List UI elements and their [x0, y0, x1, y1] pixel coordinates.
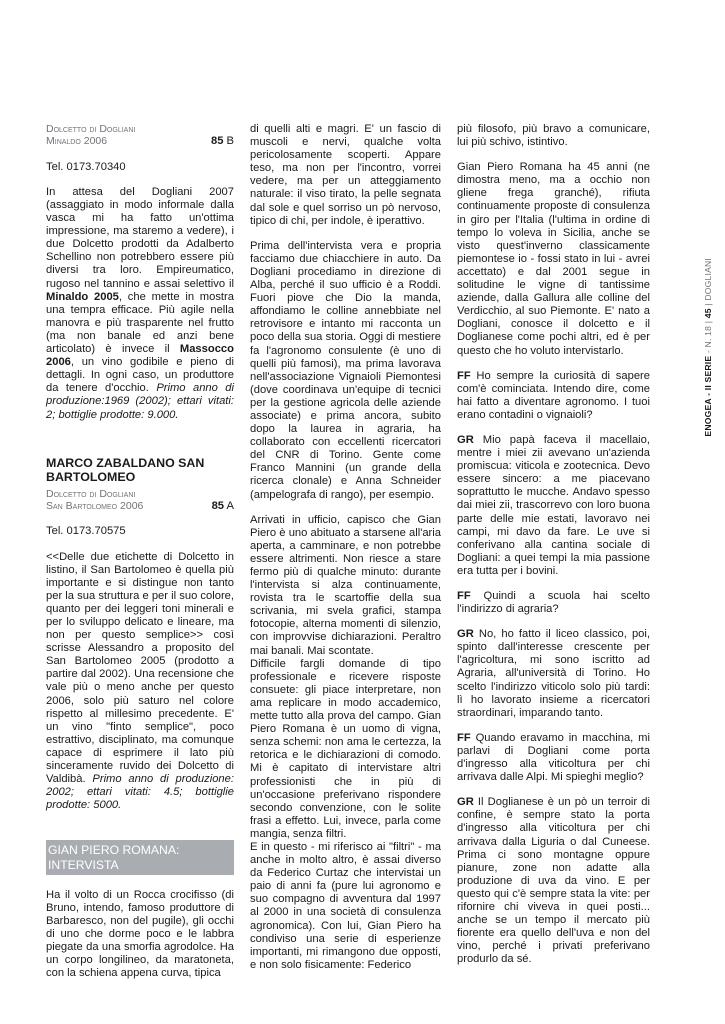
- article-paragraph: Gian Piero Romana ha 45 anni (ne dimostra meno, ma a occhio non gliene frega granché), rifiuta continuamente proposte di consulenza in giro per l'Italia (l'ultima in ordine di tempo lo voleva in Sicilia, anche se visto quest'inverno classicamente piemontese io - fossi stato in lui - avrei accettato) e dal 2001 segue in solitudine le vigne di tantissime aziende, dalla Gallura alle colline del Verdicchio, al suo Piemonte. E' nato a Dogliani, conosce il dolcetto e il Doglianese come pochi altri, ed è per questo che ho voluto intervistarlo.: [457, 161, 650, 357]
- wine-name: [46, 488, 234, 500]
- wine-vintage: San Bartolomeo 2006: [46, 500, 144, 512]
- running-sidebar: ENOGEA - II SERIE - N. 18 | 45 | DOGLIANI: [703, 258, 713, 437]
- speaker-tag: FF: [457, 590, 471, 602]
- production-info: Primo anno di produzione: 2002; ettari vitati: 4.5; bottiglie prodotte: 5000.: [46, 773, 234, 812]
- interview-answer: GR Il Doglianese è un pò un terroir di confine, è sempre stato la porta d'ingresso alla viticoltura per chi arrivava dalla Liguria o dal Cuneese. Prima ci sono montagne oppure pianure, zone non adatte alla produzione di uva da vino. E per questo qui c'è sempre stata la vite: per rifornire chi viveva in quei posti... anche se un tempo il mercato più fiorente era quello dell'uva e non del vino, perché i privati preferivano produrlo da sé.: [457, 796, 650, 966]
- column-2: [250, 123, 441, 972]
- wine-entry-minaldo: [46, 123, 234, 148]
- speaker-tag: GR: [457, 796, 474, 809]
- article-paragraph: E in questo - mi riferisco ai "filtri" - ma anche in molto altro, è assai diverso da Federico Curtaz che intervistai un paio di anni fa (pure lui agronomo e suo compagno di avventura dal 1997 al 2000 in una società di consulenza agronomica). Con lui, Gian Piero ha condiviso una serie di esperienze importanti, mi rimangono due opposti, e non solo fisicamente: Federico: [250, 840, 441, 971]
- wine-score: 85: [211, 500, 225, 512]
- wine-rating: [211, 135, 234, 147]
- production-info: Primo anno di produzione:1969 (2002); ettari vitati: 2; bottiglie prodotte: 9.000.: [46, 382, 235, 421]
- column-1: [46, 123, 234, 980]
- page-number: 45: [703, 308, 713, 319]
- speaker-tag: FF: [457, 369, 471, 382]
- wine-highlight: Minaldo 2005: [46, 290, 119, 303]
- interview-question: FF Ho sempre la curiosità di sapere com'è cominciata. Intendo dire, come hai fatto a diventare agronomo. I tuoi erano contadini o vignaioli?: [457, 369, 650, 421]
- interview-answer: GR No, ho fatto il liceo classico, poi, spinto dall'interesse crescente per l'agricoltura, mi sono iscritto ad Agraria, all'università di Torino. Ho scelto l'indirizzo viticolo solo più tardi: lì ho lavorato insieme a ricercatori straordinari, imparando tanto.: [457, 628, 650, 719]
- article-paragraph: Ha il volto di un Rocca crocifisso (di Bruno, intendo, famoso produttore di Barbaresco, non del pugile), gli occhi di uno che dorme poco e le labbra piegate da una smorfia agrodolce. Ha un corpo longilineo, da maratoneta, con la schiena appena curva, tipica: [46, 888, 234, 980]
- interview-question: FF Quando eravamo in macchina, mi parlavi di Dogliani come porta d'ingresso alla viticoltura per chi arrivava dalle Alpi. Mi spieghi meglio?: [457, 731, 650, 784]
- article-paragraph: più filosofo, più bravo a comunicare, lui più schivo, istintivo.: [457, 123, 650, 149]
- issue-number: N. 18: [703, 325, 713, 348]
- wine-denomination: Dolcetto di Dogliani: [46, 123, 136, 135]
- wine-score: 85: [210, 135, 224, 148]
- speaker-tag: GR: [457, 628, 474, 641]
- interview-heading: GIAN PIERO ROMANA: INTERVISTA: [46, 840, 234, 874]
- wine-rating: [212, 500, 234, 512]
- producer-phone: Tel. 0173.70340: [46, 160, 126, 173]
- wine-vintage-row: [46, 135, 234, 147]
- interview-answer: GR Mio papà faceva il macellaio, mentre i miei zii avevano un'azienda promiscua: viticola e zootecnica. Devo essere sincero: a me piacevano soprattutto le mucche. Andavo spesso dai miei zii, trascorrevo con loro buona parte delle mie estati, lavoravo nei campi, mi davo da fare. Le uve si conferivano alla cantina sociale di Dogliani: a quei tempi la mia passione era tutta per i bovini.: [457, 433, 650, 577]
- speaker-tag: FF: [457, 731, 471, 744]
- wine-name: [46, 123, 234, 135]
- interview-question: FF Quindi a scuola hai scelto l'indirizzo di agraria?: [457, 590, 650, 616]
- article-paragraph: Arrivati in ufficio, capisco che Gian Piero è uno abituato a starsene all'aria aperta, a camminare, e non potrebbe essere altrimenti. Non riesce a stare fermo più di qualche minuto: durante l'intervista si alza continuamente, rovista tra le scartoffie della sua scrivania, mi svela grafici, stampa fotocopie, alterna momenti di silenzio, con improvvise dichiarazioni. Peraltro mai banali. Mai scontate.: [250, 513, 441, 657]
- wine-vintage-row: [46, 500, 234, 512]
- article-paragraph: Prima dell'intervista vera e propria facciamo due chiacchiere in auto. Da Dogliani procediamo in direzione di Alba, perché il suo ufficio è a Roddi. Fuori piove che Dio la manda, affondiamo le colline annebbiate nel retrovisore e intanto mi racconta un poco della sua storia. Oggi di mestiere fa l'agronomo consulente (è uno di quelli più famosi), ma prima lavorava nell'associazione Vignaioli Piemontesi (dove coordinava un'equipe di tecnici per la gestione agricola delle aziende associate) e prima ancora, subito dopo la laurea in agraria, ha collaborato con eccellenti ricercatori del CNR di Torino. Gente come Franco Mannini (un grande della ricerca clonale) e Anna Schneider (ampelografa di rango), per esempio.: [250, 239, 441, 501]
- column-3: [457, 123, 650, 966]
- wine-grade: B: [226, 135, 234, 148]
- section-name: DOGLIANI: [703, 258, 713, 301]
- wine-denomination: Dolcetto di Dogliani: [46, 487, 136, 500]
- magazine-name: ENOGEA - II SERIE: [703, 355, 713, 437]
- article-paragraph: Difficile fargli domande di tipo professionale e ricevere risposte consuete: gli piace interpretare, non ama replicare in modo accademico, mette tutto alla prova del campo. Gian Piero Romana è un uomo di vigna, senza schemi: non ama le certezza, la retorica e le dichiarazioni di comodo. Mi è capitato di intervistare altri professionisti che in più di un'occasione preferivano rispondere secondo convenzione, con le solite frasi a effetto. Lui, invece, parla come mangia, senza filtri.: [250, 657, 441, 840]
- wine-highlight: Massocco 2006: [46, 343, 234, 369]
- producer-phone: Tel. 0173.70575: [46, 525, 126, 538]
- wine-vintage: Minaldo 2006: [46, 135, 108, 148]
- speaker-tag: GR: [457, 433, 474, 446]
- article-paragraph: di quelli alti e magri. E' un fascio di muscoli e nervi, qualche volta pericolosamente scoperti. Appare teso, ma non per l'incontro, vorrei vedere, ma per un atteggiamento naturale: il viso tirato, la pelle segnata dal sole e quel sorriso un pò nervoso, tipico di chi, per indole, è iperattivo.: [250, 123, 441, 227]
- review-paragraph: In attesa del Dogliani 2007 (assaggiato in modo informale dalla vasca mi ha fatto un'ottima impressione, ma staremo a vedere), i due Dolcetto prodotti da Adalberto Schellino non potrebbero essere più diversi tra loro. Empireumatico, rugoso nel tannino e assai selettivo il Minaldo 2005, che mette in mostra una tempra efficace. Più agile nella manovra e più trasparente nel frutto (ma non banale ed anzi bene articolato) è invece il Massocco 2006, un vino godibile e pieno di dettagli. In ogni caso, un produttore da tenere d'occhio. Primo anno di produzione:1969 (2002); ettari vitati: 2; bottiglie prodotte: 9.000.: [46, 185, 235, 421]
- producer-heading: MARCO ZABALDANO SAN BARTOLOMEO: [46, 455, 205, 485]
- wine-grade: A: [226, 500, 234, 512]
- wine-entry-san-bartolomeo: [46, 488, 234, 513]
- review-paragraph: <<Delle due etichette di Dolcetto in listino, il San Bartolomeo è quella più importante e si distingue non tanto per la sua struttura e per il suo colore, quanto per dei leggeri toni minerali e per lo sviluppo delicato e lineare, ma non per questo semplice>> così scrisse Alessandro a proposito del San Bartolomeo 2005 (prodotto a partire dal 2002). Una recensione che vale più o meno anche per questo 2006, solo più saturo nel colore rispetto al millesimo precedente. E' un vino "finto semplice", poco estrattivo, disciplinato, ma comunque capace di esprimere il lato più sinceramente ruvido dei Dolcetto di Valdibà. Primo anno di produzione: 2002; ettari vitati: 4.5; bottiglie prodotte: 5000.: [46, 550, 234, 812]
